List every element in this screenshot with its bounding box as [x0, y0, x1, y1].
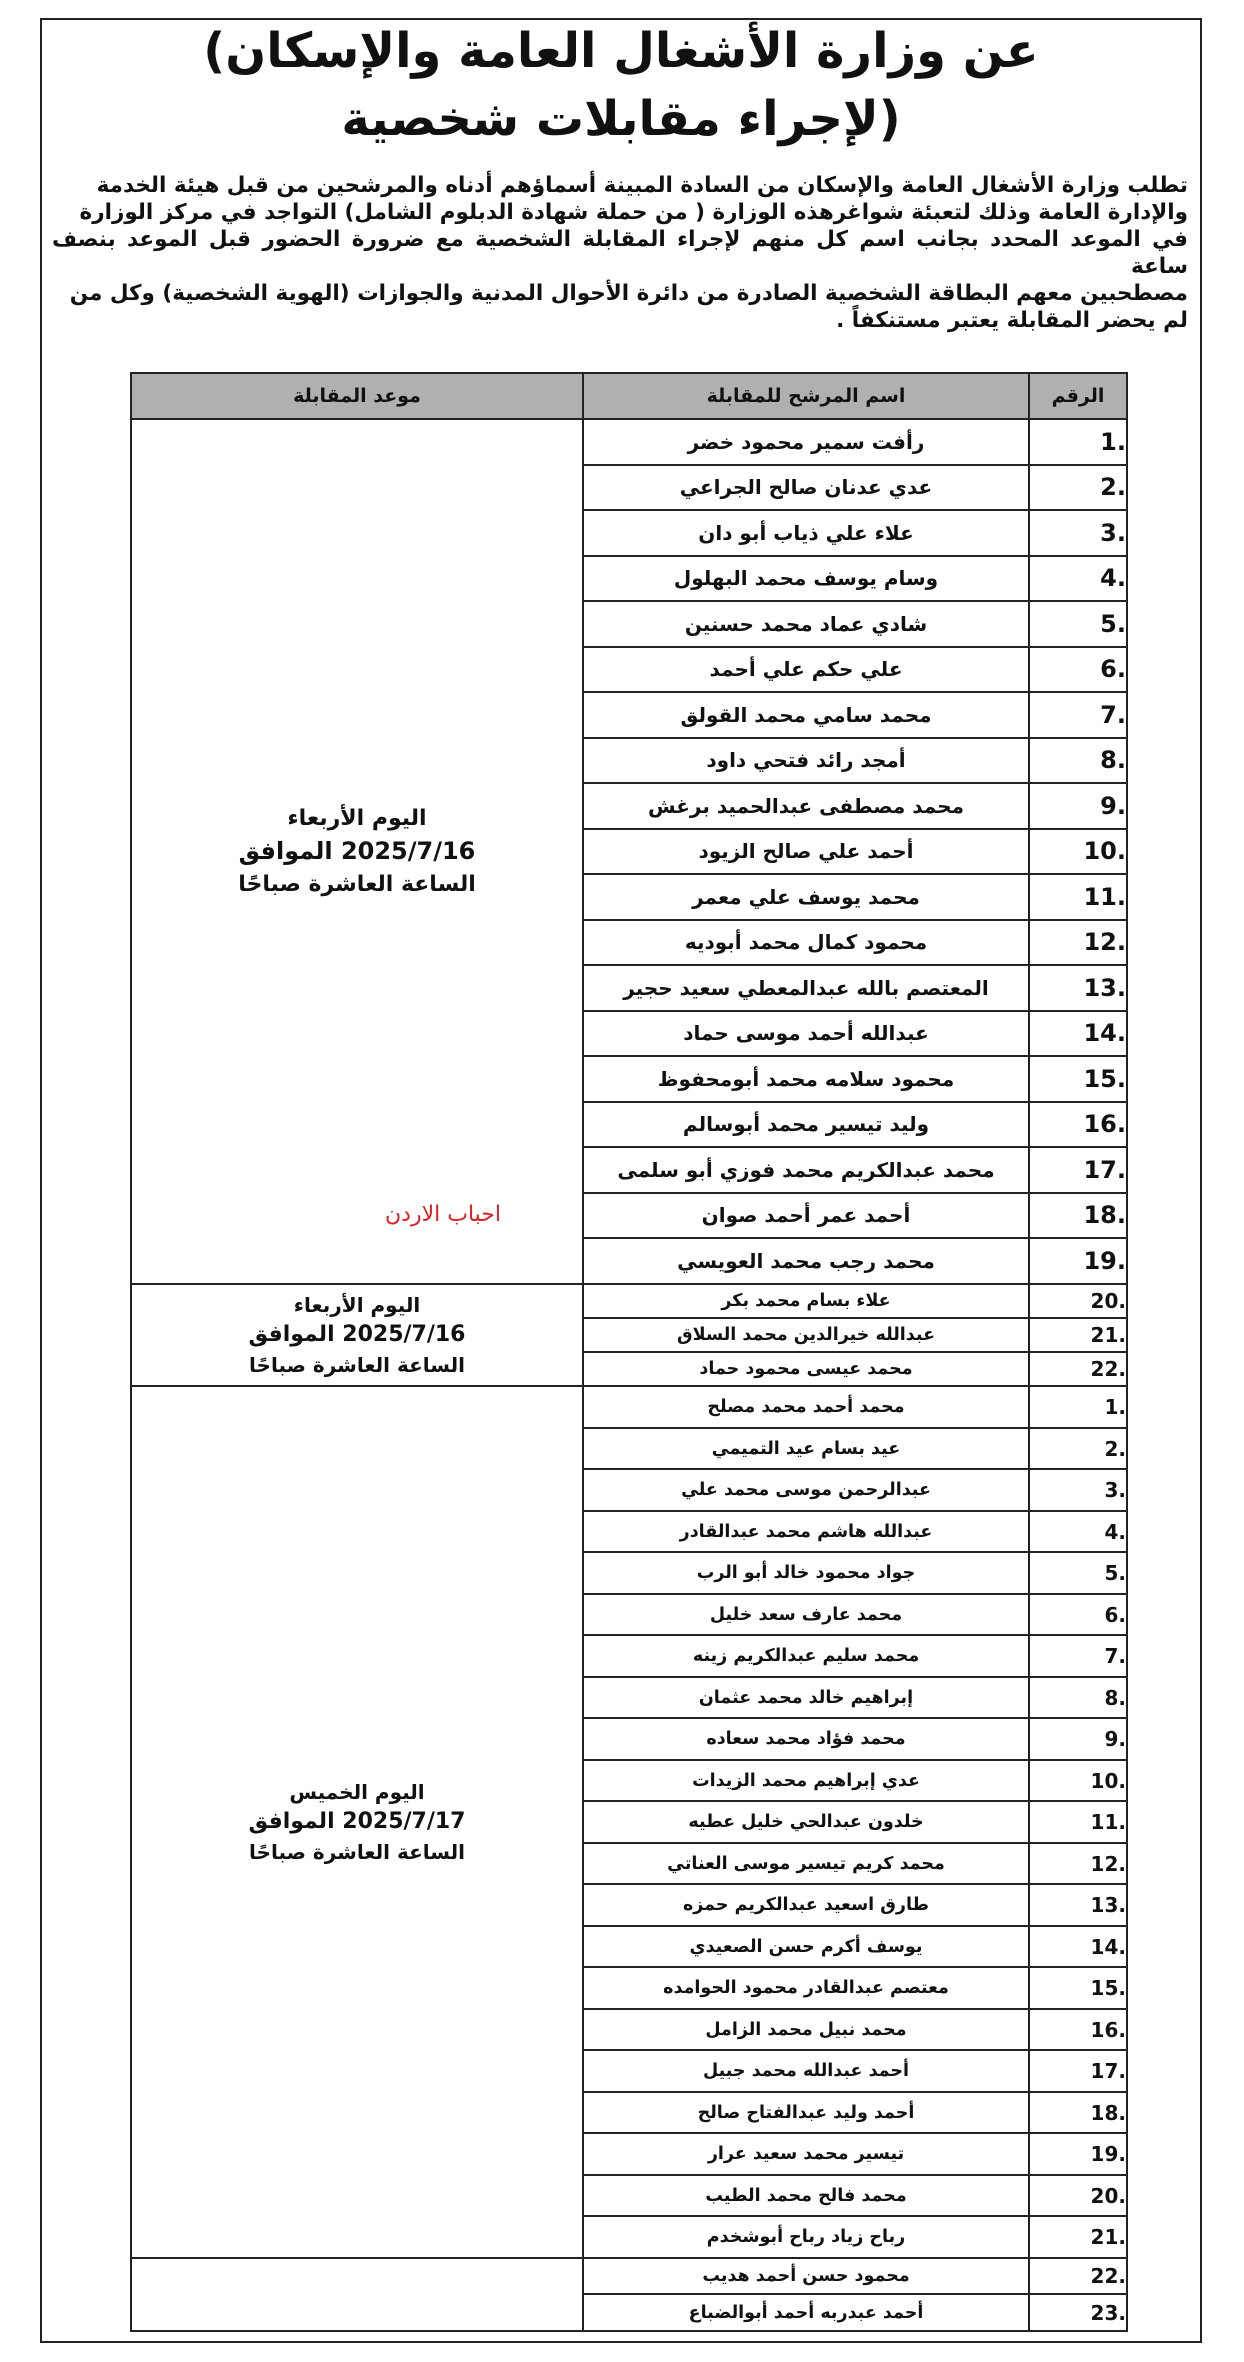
intro-line: تطلب وزارة الأشغال العامة والإسكان من السادة المبينة أسماؤهم أدناه والمرشحين من قبل هيئة الخدمة [96, 173, 1188, 198]
row-number: .12 [1029, 920, 1127, 966]
row-number: .11 [1029, 874, 1127, 920]
candidate-name: تيسير محمد سعيد عرار [583, 2133, 1029, 2175]
row-number: .2 [1029, 1428, 1127, 1470]
interview-date [132, 1777, 582, 1867]
row-number: .1 [1029, 1386, 1127, 1428]
candidate-name: إبراهيم خالد محمد عثمان [583, 1677, 1029, 1719]
candidate-name: أحمد عبدربه أحمد أبوالضباع [583, 2294, 1029, 2331]
header-date: موعد المقابلة [131, 373, 583, 419]
intro-paragraph [52, 172, 1188, 334]
row-number: .15 [1029, 1967, 1127, 2009]
candidate-name: محمد عيسى محمود حماد [583, 1352, 1029, 1386]
candidate-name: محمد رجب محمد العويسي [583, 1238, 1029, 1284]
interview-date-cell [131, 419, 583, 1284]
candidate-name: عبدالله أحمد موسى حماد [583, 1011, 1029, 1057]
row-number: .21 [1029, 1318, 1127, 1352]
title-line-2: (لإجراء مقابلات شخصية [341, 91, 901, 147]
candidate-name: يوسف أكرم حسن الصعيدي [583, 1926, 1029, 1968]
row-number: .6 [1029, 1594, 1127, 1636]
candidate-name: عبدالرحمن موسى محمد علي [583, 1469, 1029, 1511]
header-number: الرقم [1029, 373, 1127, 419]
row-number: .4 [1029, 1511, 1127, 1553]
candidate-name: محمد كريم تيسير موسى العناتي [583, 1843, 1029, 1885]
date-line: الساعة العاشرة صباحًا [249, 1840, 465, 1865]
candidate-name: شادي عماد محمد حسنين [583, 601, 1029, 647]
candidate-name: عيد بسام عيد التميمي [583, 1428, 1029, 1470]
table-row [131, 2258, 1127, 2295]
row-number: .18 [1029, 2092, 1127, 2134]
candidate-name: محمد نبيل محمد الزامل [583, 2009, 1029, 2051]
row-number: .14 [1029, 1926, 1127, 1968]
candidate-name: محمود حسن أحمد هديب [583, 2258, 1029, 2295]
row-number: .22 [1029, 2258, 1127, 2295]
row-number: .13 [1029, 965, 1127, 1011]
table-row [131, 1284, 1127, 1318]
row-number: .18 [1029, 1193, 1127, 1239]
row-number: .1 [1029, 419, 1127, 465]
row-number: .9 [1029, 1718, 1127, 1760]
candidate-name: وسام يوسف محمد البهلول [583, 556, 1029, 602]
candidate-name: أحمد وليد عبدالفتاح صالح [583, 2092, 1029, 2134]
candidate-name: محمود سلامه محمد أبومحفوظ [583, 1056, 1029, 1102]
candidate-name: عدي عدنان صالح الجراعي [583, 465, 1029, 511]
row-number: .10 [1029, 1760, 1127, 1802]
candidate-name: عبدالله هاشم محمد عبدالقادر [583, 1511, 1029, 1553]
candidate-name: عبدالله خيرالدين محمد السلاق [583, 1318, 1029, 1352]
interview-date [132, 802, 582, 901]
row-number: .16 [1029, 1102, 1127, 1148]
intro-line: لم يحضر المقابلة يعتبر مستنكفاً . [836, 308, 1188, 333]
row-number: .20 [1029, 2175, 1127, 2217]
row-number: .3 [1029, 510, 1127, 556]
candidate-name: علاء بسام محمد بكر [583, 1284, 1029, 1318]
header-name: اسم المرشح للمقابلة [583, 373, 1029, 419]
row-number: .23 [1029, 2294, 1127, 2331]
row-number: .21 [1029, 2216, 1127, 2258]
date-line: اليوم الأربعاء [287, 805, 427, 831]
candidate-name: رباح زياد رباح أبوشخدم [583, 2216, 1029, 2258]
candidate-name: علاء علي ذياب أبو دان [583, 510, 1029, 556]
candidate-name: محمد مصطفى عبدالحميد برغش [583, 783, 1029, 829]
row-number: .12 [1029, 1843, 1127, 1885]
candidate-name: معتصم عبدالقادر محمود الحوامده [583, 1967, 1029, 2009]
row-number: .7 [1029, 1635, 1127, 1677]
row-number: .11 [1029, 1801, 1127, 1843]
interview-date [132, 1290, 582, 1380]
row-number: .4 [1029, 556, 1127, 602]
date-line: اليوم الأربعاء [293, 1292, 421, 1317]
candidate-name: محمد أحمد محمد مصلح [583, 1386, 1029, 1428]
intro-line: في الموعد المحدد بجانب اسم كل منهم لإجراء المقابلة الشخصية مع ضرورة الحضور قبل الموعد بنصف ساعة [52, 227, 1188, 279]
row-number: .16 [1029, 2009, 1127, 2051]
date-line: 2025/7/16 الموافق [238, 836, 476, 865]
candidate-name: محمود كمال محمد أبوديه [583, 920, 1029, 966]
candidate-name: علي حكم علي أحمد [583, 647, 1029, 693]
candidate-name: محمد فالح محمد الطيب [583, 2175, 1029, 2217]
row-number: .6 [1029, 647, 1127, 693]
candidate-name: محمد عبدالكريم محمد فوزي أبو سلمى [583, 1147, 1029, 1193]
row-number: .14 [1029, 1011, 1127, 1057]
row-number: .5 [1029, 601, 1127, 647]
intro-line: والإدارة العامة وذلك لتعبئة شواغرهذه الوزارة ( من حملة شهادة الدبلوم الشامل) التواجد في مركز الوزارة [79, 200, 1188, 225]
candidate-name: رأفت سمير محمود خضر [583, 419, 1029, 465]
date-line: اليوم الخميس [289, 1780, 425, 1805]
candidate-name: عدي إبراهيم محمد الزيدات [583, 1760, 1029, 1802]
row-number: .19 [1029, 1238, 1127, 1284]
candidate-name: جواد محمود خالد أبو الرب [583, 1552, 1029, 1594]
date-line: الساعة العاشرة صباحًا [249, 1352, 465, 1377]
candidate-name: خلدون عبدالحي خليل عطيه [583, 1801, 1029, 1843]
interview-date-cell [131, 1284, 583, 1387]
candidate-name: محمد سامي محمد القولق [583, 692, 1029, 738]
date-line: الساعة العاشرة صباحًا [238, 871, 476, 897]
interview-schedule-table [130, 372, 1128, 2332]
row-number: .2 [1029, 465, 1127, 511]
date-line: 2025/7/16 الموافق [248, 1321, 466, 1347]
candidate-name: محمد فؤاد محمد سعاده [583, 1718, 1029, 1760]
candidate-name: أحمد علي صالح الزيود [583, 829, 1029, 875]
row-number: .8 [1029, 1677, 1127, 1719]
candidate-name: محمد سليم عبدالكريم زينه [583, 1635, 1029, 1677]
candidate-name: أحمد عبدالله محمد جبيل [583, 2050, 1029, 2092]
candidate-name: المعتصم بالله عبدالمعطي سعيد حجير [583, 965, 1029, 1011]
table-row [131, 419, 1127, 465]
row-number: .22 [1029, 1352, 1127, 1386]
row-number: .10 [1029, 829, 1127, 875]
candidate-name: محمد عارف سعد خليل [583, 1594, 1029, 1636]
table-body [131, 419, 1127, 2331]
row-number: .19 [1029, 2133, 1127, 2175]
interview-date-cell [131, 2258, 583, 2331]
row-number: .13 [1029, 1884, 1127, 1926]
title-line-1: عن وزارة الأشغال العامة والإسكان) [203, 23, 1039, 79]
candidate-name: وليد تيسير محمد أبوسالم [583, 1102, 1029, 1148]
row-number: .5 [1029, 1552, 1127, 1594]
date-line: 2025/7/17 الموافق [248, 1809, 466, 1835]
candidate-name: أحمد عمر أحمد صوان [583, 1193, 1029, 1239]
row-number: .7 [1029, 692, 1127, 738]
row-number: .9 [1029, 783, 1127, 829]
interview-date-cell [131, 1386, 583, 2258]
row-number: .17 [1029, 1147, 1127, 1193]
watermark-note: احباب الاردن [385, 1201, 501, 1227]
table-row [131, 1386, 1127, 1428]
candidate-name: محمد يوسف علي معمر [583, 874, 1029, 920]
candidate-name: أمجد رائد فتحي داود [583, 738, 1029, 784]
row-number: .8 [1029, 738, 1127, 784]
row-number: .17 [1029, 2050, 1127, 2092]
row-number: .15 [1029, 1056, 1127, 1102]
row-number: .20 [1029, 1284, 1127, 1318]
candidate-name: طارق اسعيد عبدالكريم حمزه [583, 1884, 1029, 1926]
row-number: .3 [1029, 1469, 1127, 1511]
intro-line: مصطحبين معهم البطاقة الشخصية الصادرة من دائرة الأحوال المدنية والجوازات (الهوية الشخصية) وكل من [69, 281, 1188, 306]
